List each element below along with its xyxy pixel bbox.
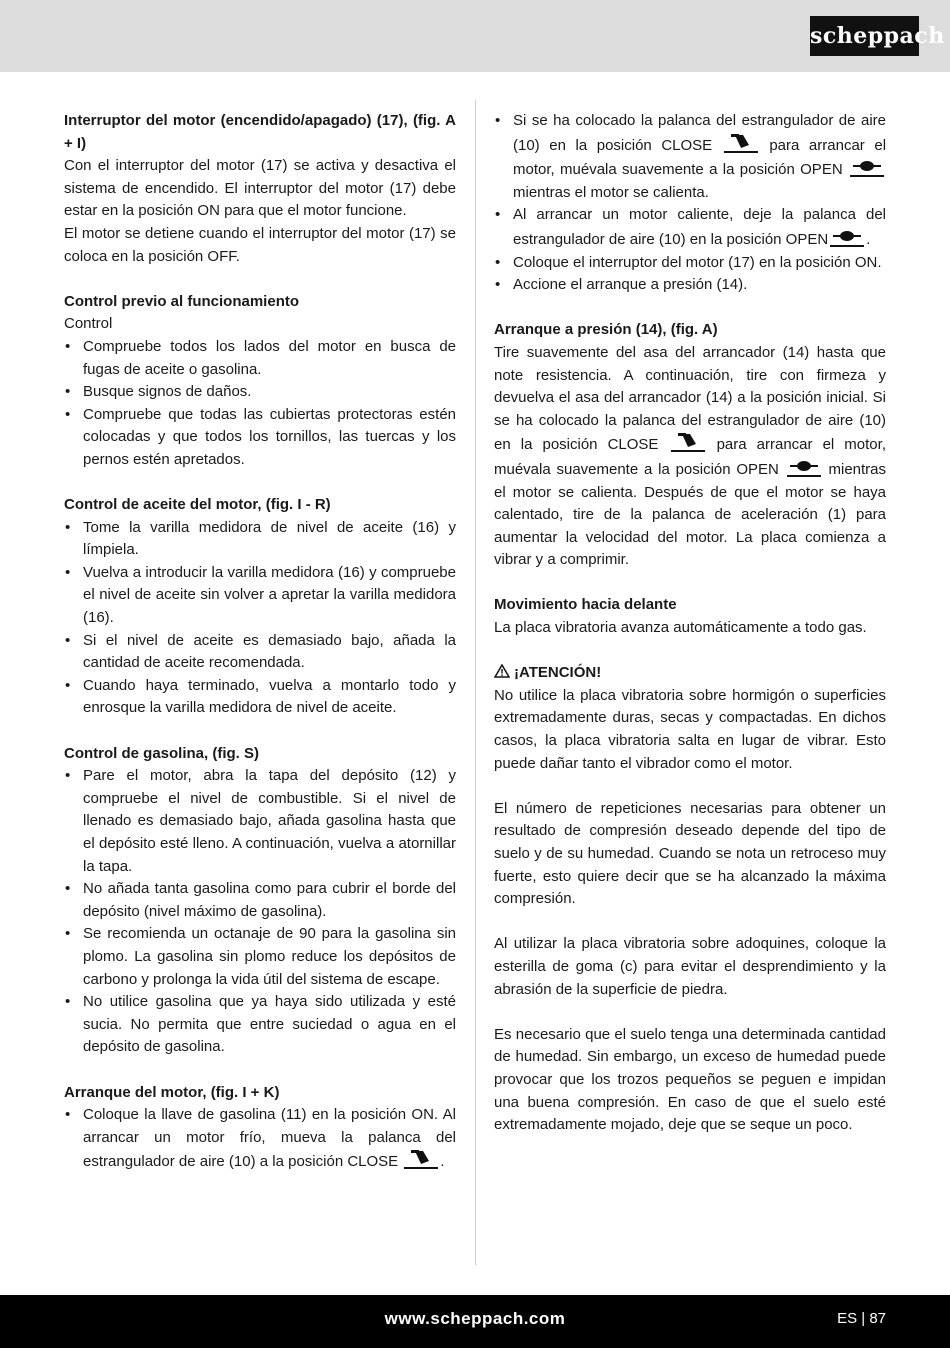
- oil-check-heading: Control de aceite del motor, (fig. I - R): [64, 496, 331, 514]
- list-item: • Vuelva a introducir la varilla medidora (16) y compruebe el nivel de aceite sin volver a apretar la varilla medidora (16).: [65, 563, 456, 627]
- pre-check-list: [64, 336, 456, 472]
- choke-open-icon: [787, 457, 821, 477]
- engine-switch-heading: Interruptor del motor (encendido/apagado) (17), (fig. A + I): [64, 112, 456, 152]
- list-item: • Compruebe todos los lados del motor en busca de fugas de aceite o gasolina.: [65, 337, 456, 378]
- list-item: • Al arrancar un motor caliente, deje la palanca del estrangulador de aire (10) en la posición OPEN .: [495, 206, 886, 248]
- fuel-check-heading: Control de gasolina, (fig. S): [64, 744, 259, 762]
- attention-text: No utilice la placa vibratoria sobre hormigón o superficies extremadamente duras, secas y compactadas. En dichos casos, la placa vibratoria salta en lugar de vibrar. Esto puede dañar tanto el vibrador como el motor.: [494, 686, 886, 772]
- list-item: • Accione el arranque a presión (14).: [495, 276, 748, 294]
- list-item: • Si el nivel de aceite es demasiado bajo, añada la cantidad de aceite recomendada.: [65, 631, 456, 672]
- list-item: • Tome la varilla medidora de nivel de aceite (16) y límpiela.: [65, 518, 456, 559]
- recoil-start-heading: Arranque a presión (14), (fig. A): [494, 321, 718, 339]
- website-url: www.scheppach.com: [384, 1309, 566, 1328]
- warning-triangle-icon: [494, 664, 510, 678]
- forward-movement-text: La placa vibratoria avanza automáticamente a todo gas.: [494, 619, 867, 637]
- engine-start-list: [64, 1104, 456, 1174]
- page-header: [0, 0, 950, 72]
- oil-check-list: [64, 517, 456, 720]
- page-number: ES | 87: [837, 1310, 886, 1327]
- list-item: • No utilice gasolina que ya haya sido utilizada y esté sucia. No permita que entre suciedad o agua en el depósito de gasolina.: [65, 993, 456, 1056]
- list-item: • Coloque la llave de gasolina (11) en la posición ON. Al arrancar un motor frío, mueva la palanca del estrangulador de aire (10) a la posición CLOSE .: [65, 1106, 456, 1171]
- repetitions-text: El número de repeticiones necesarias para obtener un resultado de compresión deseado depende del tipo de suelo y de su humedad. Cuando se nota un retroceso muy fuerte, esto quiere decir que se ha alcanzado la máxima compresión.: [494, 799, 886, 908]
- pre-check-subheading: Control: [64, 315, 113, 333]
- choke-close-icon: [724, 133, 758, 153]
- left-column: [64, 110, 456, 1174]
- brand-logo: scheppach: [810, 16, 919, 56]
- column-divider: [475, 100, 476, 1265]
- list-item: • No añada tanta gasolina como para cubrir el borde del depósito (nivel máximo de gasolina).: [65, 880, 456, 920]
- engine-start-list-continued: [494, 110, 886, 297]
- page-footer: [0, 1295, 950, 1348]
- forward-movement-heading: Movimiento hacia delante: [494, 596, 677, 614]
- attention-heading: ¡ATENCIÓN!: [494, 662, 886, 685]
- list-item: • Se recomienda un octanaje de 90 para la gasolina sin plomo. La gasolina sin plomo reduce los depósitos de carbono y prolonga la vida útil del sistema de escape.: [65, 925, 456, 988]
- list-item: • Busque signos de daños.: [65, 383, 252, 401]
- moisture-text: Es necesario que el suelo tenga una determinada cantidad de humedad. Sin embargo, un exceso de humedad puede provocar que los trozos pequeños se peguen e impidan una buena compresión. En caso de que el suelo esté extremadamente mojado, deje que se seque un poco.: [494, 1025, 886, 1134]
- right-column: [494, 110, 886, 1137]
- fuel-check-list: [64, 765, 456, 1059]
- list-item: • Si se ha colocado la palanca del estrangulador de aire (10) en la posición CLOSE para arrancar el motor, muévala suavemente a la posición OPEN mientras el motor se calienta.: [495, 112, 887, 201]
- recoil-start-text: Tire suavemente del asa del arrancador (14) hasta que note resistencia. A continuación, tire con firmeza y devuelva el asa del arrancador (14) a la posición inicial. Si se ha colocado la palanca del estrangulador de aire (10) en la posición CLOSE para arrancar el motor, muévala suavemente a la posición OPEN mientras el motor se calienta. Después de que el motor se haya calentado, tire de la palanca de aceleración (1) para aumentar la velocidad del motor. La placa comienza a vibrar y a comprimir.: [494, 343, 887, 569]
- choke-open-icon: [850, 157, 884, 177]
- list-item: • Pare el motor, abra la tapa del depósito (12) y compruebe el nivel de combustible. Si el nivel de llenado es demasiado bajo, añada gasolina hasta que el depósito esté lleno. A continuación, vuelva a atornillar la tapa.: [65, 767, 456, 875]
- list-item: • Cuando haya terminado, vuelva a montarlo todo y enrosque la varilla medidora de nivel de aceite.: [65, 676, 456, 717]
- engine-switch-text-2: El motor se detiene cuando el interruptor del motor (17) se coloca en la posición OFF.: [64, 224, 456, 265]
- paving-stones-text: Al utilizar la placa vibratoria sobre adoquines, coloque la esterilla de goma (c) para evitar el desprendimiento y la abrasión de la superficie de piedra.: [494, 935, 886, 998]
- list-item: • Coloque el interruptor del motor (17) en la posición ON.: [495, 253, 882, 271]
- choke-close-icon: [404, 1149, 438, 1169]
- engine-switch-text-1: Con el interruptor del motor (17) se activa y desactiva el sistema de encendido. El interruptor del motor (17) debe estar en la posición ON para que el motor funcione.: [64, 157, 456, 220]
- engine-start-heading: Arranque del motor, (fig. I + K): [64, 1083, 280, 1101]
- pre-check-heading: Control previo al funcionamiento: [64, 292, 300, 310]
- choke-open-icon: [830, 227, 864, 247]
- choke-close-icon: [671, 432, 705, 452]
- list-item: • Compruebe que todas las cubiertas protectoras estén colocadas y que todos los tornillos, las tuercas y los pernos estén apretados.: [65, 405, 456, 468]
